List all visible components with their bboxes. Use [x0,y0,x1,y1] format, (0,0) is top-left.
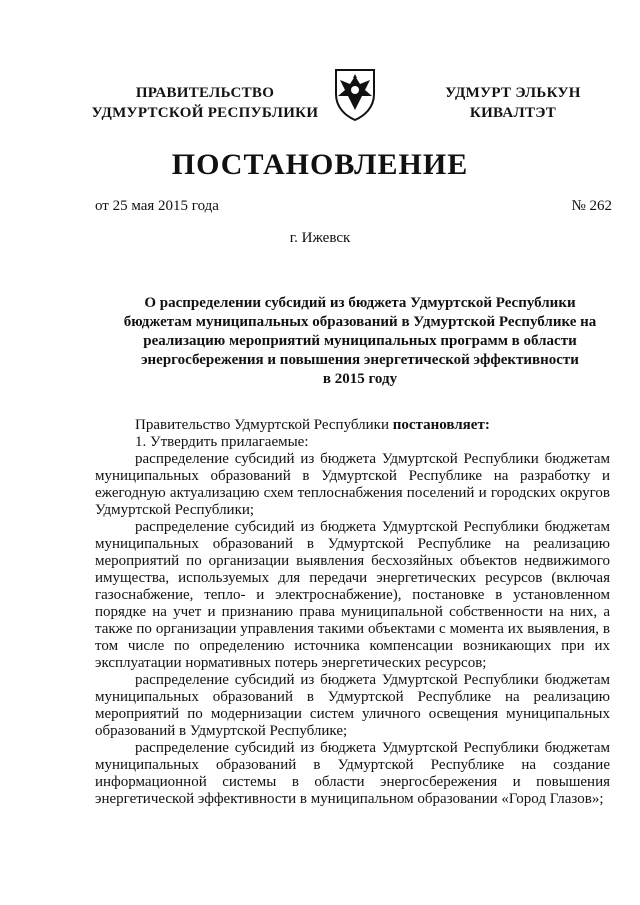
document-body [95,417,610,808]
document-city: г. Ижевск [289,230,351,246]
header-left [80,83,330,123]
header-left-line1: ПРАВИТЕЛЬСТВО [135,85,275,101]
item-1: 1. Утвердить прилагаемые: [135,434,309,450]
body-paragraph: распределение субсидий из бюджета Удмуртской Республики бюджетам муниципальных образований в Удмуртской Республике на реализацию мероприятий по организации выявления бесхозяйных объектов недвижимого имущества, используемых для передачи энергетических ресурсов (включая газоснабжение, тепло- и электроснабжение), постановке в установленном порядке на учет и признанию права муниципальной собственности на них, а также по организации управления такими объектами с момента их выявления, в том числе по определению источника компенсации возникающих при их эксплуатации нормативных потерь энергетических ресурсов; [95,519,610,671]
title-line: энергосбережения и повышения энергетической эффективности [141,352,579,368]
header-right [418,83,608,123]
header-left-line2: УДМУРТСКОЙ РЕСПУБЛИКИ [91,105,319,121]
document-type: ПОСТАНОВЛЕНИЕ [171,148,469,181]
intro-paragraph [95,417,610,434]
title-line: О распределении субсидий из бюджета Удмуртской Республики [144,295,576,311]
document-title [110,294,610,389]
document-date: от 25 мая 2015 года [95,198,219,214]
body-paragraph: распределение субсидий из бюджета Удмуртской Республики бюджетам муниципальных образований в Удмуртской Республике на создание информационной системы в области энергосбережения и повышения энергетической эффективности в муниципальном образовании «Город Глазов»; [95,740,610,807]
intro-decree-word: постановляет: [392,417,490,433]
body-paragraph: распределение субсидий из бюджета Удмуртской Республики бюджетам муниципальных образований в Удмуртской Республике на разработку и ежегодную актуализацию схем теплоснабжения поселений и городских округов Удмуртской Республики; [95,451,610,518]
title-line: реализацию мероприятий муниципальных программ в области [143,333,577,349]
intro-text: Правительство Удмуртской Республики [135,417,393,433]
coat-of-arms-icon [330,66,380,122]
header-right-line2: КИВАЛТЭТ [469,105,557,121]
title-line: бюджетам муниципальных образований в Удмуртской Республике на [123,314,597,330]
document-number: № 262 [571,198,612,214]
title-line: в 2015 году [322,371,398,387]
header-right-line1: УДМУРТ ЭЛЬКУН [445,85,581,101]
body-paragraph: распределение субсидий из бюджета Удмуртской Республики бюджетам муниципальных образований в Удмуртской Республике на реализацию мероприятий по модернизации систем уличного освещения муниципальных образований в Удмуртской Республике; [95,672,610,739]
